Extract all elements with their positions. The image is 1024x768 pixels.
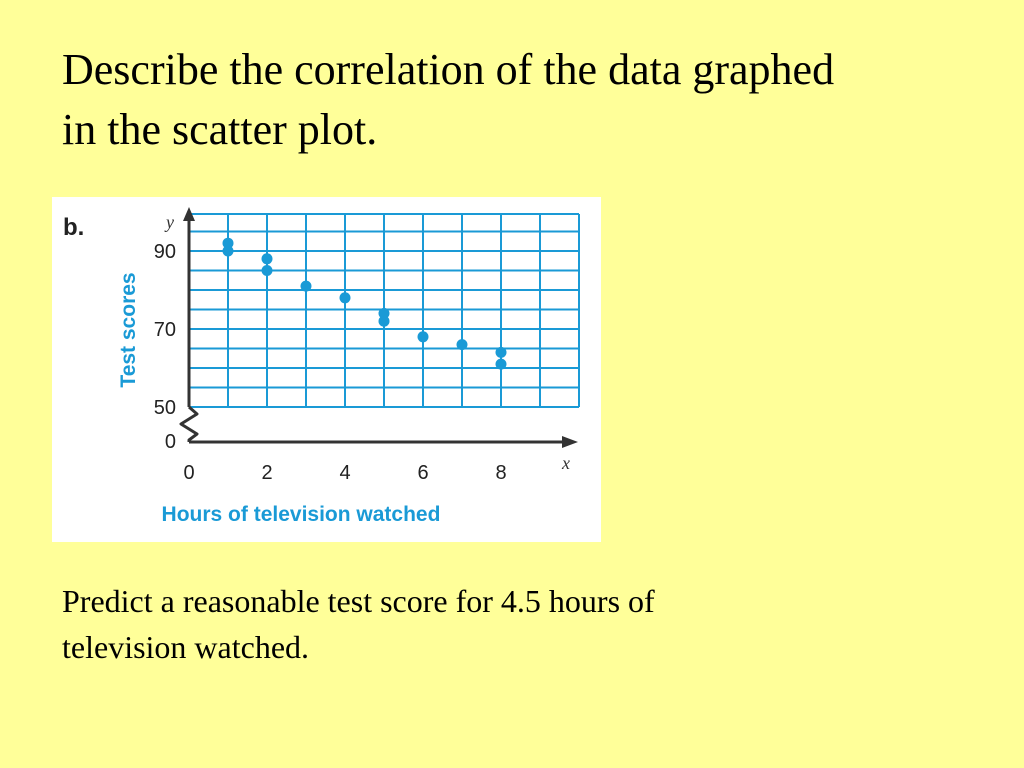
prompt-line-2: television watched. (62, 629, 310, 665)
data-point (301, 281, 312, 292)
scatter-plot-panel (52, 197, 601, 542)
y-axis-symbol: y (166, 212, 174, 232)
data-point (496, 359, 507, 370)
data-point (457, 339, 468, 350)
panel-label: b. (63, 214, 85, 241)
y-axis-title: Test scores (117, 272, 140, 388)
scatter-plot (52, 197, 601, 542)
tick-labels (154, 241, 507, 484)
data-point (262, 253, 273, 264)
data-point (496, 347, 507, 358)
y-tick-label: 90 (153, 241, 176, 263)
prediction-prompt (62, 578, 862, 670)
y-tick-label: 70 (153, 319, 176, 341)
data-point (418, 331, 429, 342)
x-tick-label: 2 (261, 462, 273, 484)
y-tick-label-zero: 0 (164, 431, 176, 453)
y-axis-break (181, 407, 197, 442)
data-point (262, 265, 273, 276)
axes (181, 207, 578, 448)
x-axis-arrow (562, 436, 578, 448)
data-point (223, 246, 234, 257)
question-text (62, 40, 982, 160)
data-point (379, 316, 390, 327)
x-tick-label: 6 (417, 462, 429, 484)
prompt-line-1: Predict a reasonable test score for 4.5 hours of (62, 583, 655, 619)
question-line-2: in the scatter plot. (62, 105, 378, 154)
x-tick-label: 0 (183, 462, 195, 484)
x-axis-symbol: x (562, 453, 570, 473)
data-point (340, 292, 351, 303)
y-tick-label: 50 (153, 397, 176, 419)
question-line-1: Describe the correlation of the data graphed (62, 45, 835, 94)
data-points (223, 238, 507, 370)
x-tick-label: 4 (339, 462, 351, 484)
x-tick-label: 8 (495, 462, 507, 484)
x-axis-title: Hours of television watched (161, 503, 441, 526)
